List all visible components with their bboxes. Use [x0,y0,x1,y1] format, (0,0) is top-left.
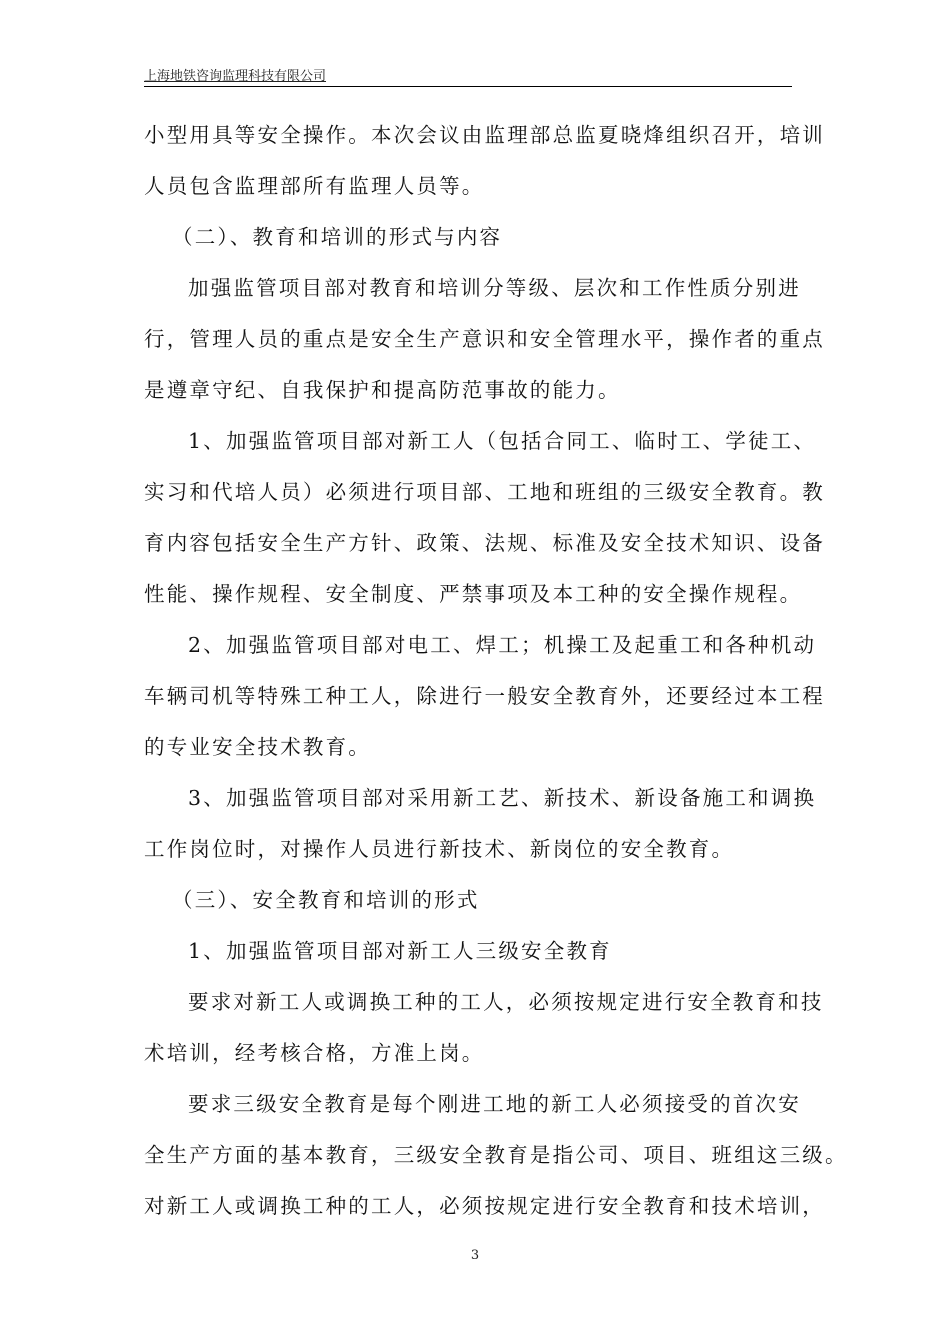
paragraph-start: 3、加强监管项目部对采用新工艺、新技术、新设备施工和调换 [188,786,817,810]
paragraph-start: 2、加强监管项目部对电工、焊工；机操工及起重工和各种机动 [188,633,817,657]
text-line: 育内容包括安全生产方针、政策、法规、标准及安全技术知识、设备 [144,531,825,555]
section-heading: （三）、安全教育和培训的形式 [172,888,480,912]
text-line: 小型用具等安全操作。本次会议由监理部总监夏晓烽组织召开，培训 [144,123,825,147]
text-line: 是遵章守纪、自我保护和提高防范事故的能力。 [144,378,621,402]
text-line: 性能、操作规程、安全制度、严禁事项及本工种的安全操作规程。 [144,582,803,606]
paragraph-start: 要求对新工人或调换工种的工人，必须按规定进行安全教育和技 [188,990,824,1014]
paragraph-start: 要求三级安全教育是每个刚进工地的新工人必须接受的首次安 [188,1092,801,1116]
page-header [144,68,792,87]
page-number: 3 [470,1248,480,1263]
text-line: 工作岗位时，对操作人员进行新技术、新岗位的安全教育。 [144,837,735,861]
paragraph-start: 1、加强监管项目部对新工人（包括合同工、临时工、学徒工、 [188,429,817,453]
text-line: 术培训，经考核合格，方准上岗。 [144,1041,485,1065]
section-heading: （二）、教育和培训的形式与内容 [172,225,503,249]
company-name: 上海地铁咨询监理科技有限公司 [144,69,327,84]
text-line: 实习和代培人员）必须进行项目部、工地和班组的三级安全教育。教 [144,480,825,504]
text-line: 行，管理人员的重点是安全生产意识和安全管理水平，操作者的重点 [144,327,825,351]
paragraph-start: 加强监管项目部对教育和培训分等级、层次和工作性质分别进 [188,276,801,300]
paragraph-start: 1、加强监管项目部对新工人三级安全教育 [188,939,612,963]
text-line: 全生产方面的基本教育，三级安全教育是指公司、项目、班组这三级。 [144,1143,848,1167]
text-line: 的专业安全技术教育。 [144,735,371,759]
text-line: 对新工人或调换工种的工人，必须按规定进行安全教育和技术培训， [144,1194,825,1218]
text-line: 车辆司机等特殊工种工人，除进行一般安全教育外，还要经过本工程 [144,684,825,708]
text-line: 人员包含监理部所有监理人员等。 [144,174,485,198]
